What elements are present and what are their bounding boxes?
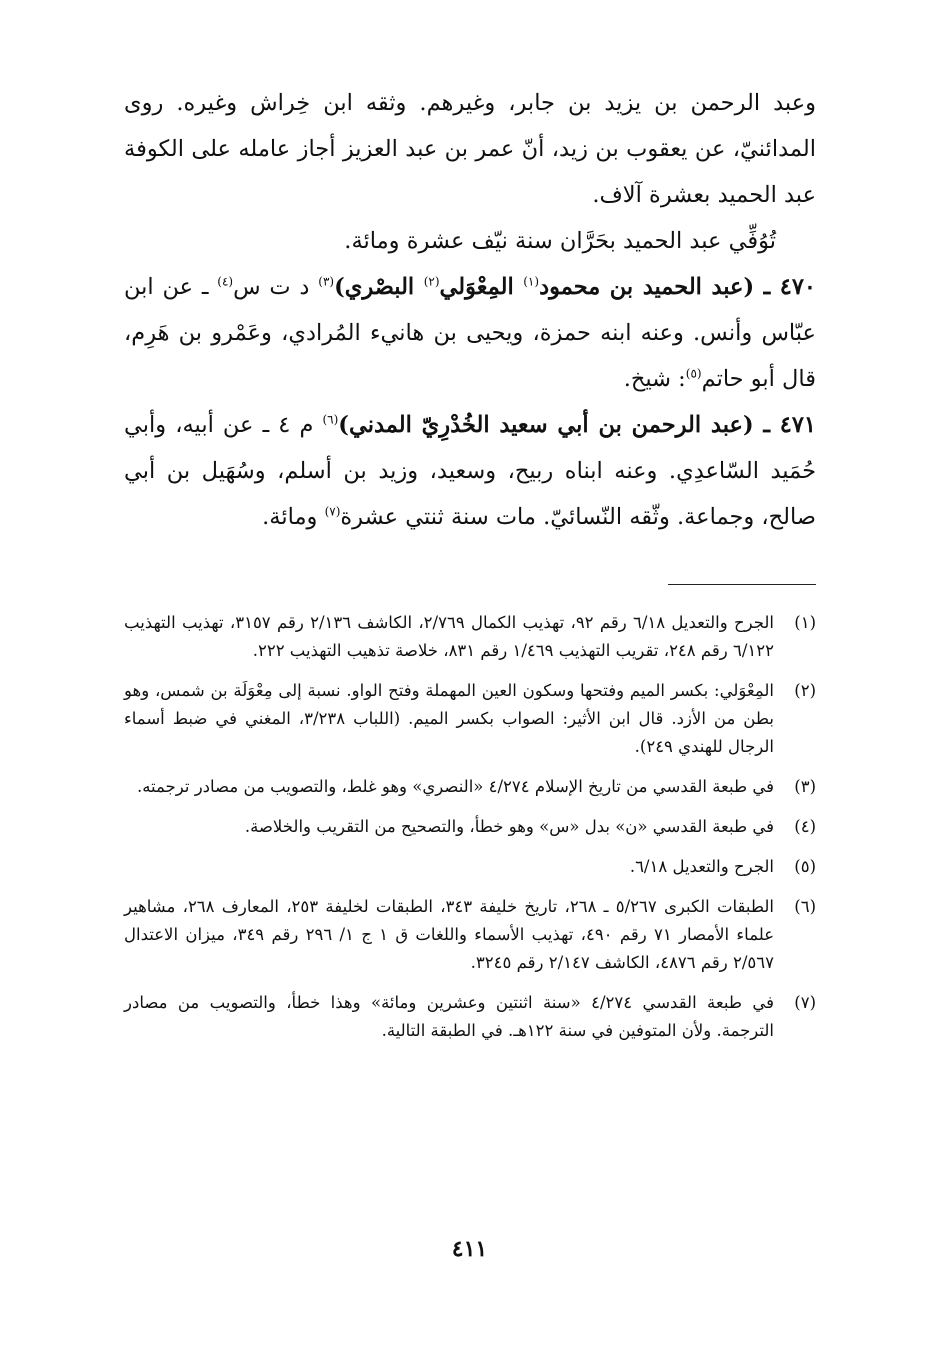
entry-471: [124, 402, 816, 540]
footnote-2: (٢) المِعْوَلي: بكسر الميم وفتحها وسكون العين المهملة وفتح الواو. نسبة إلى مِعْوَلَة بن شمس، وهو بطن من الأزد. قال ابن الأثير: الصواب بكسر الميم. (اللباب ٣/٢٣٨، المغني في ضبط أسماء الرجال للهندي ٢٤٩).: [124, 681, 816, 756]
footnote-7: (٧) في طبعة القدسي ٤/٢٧٤ «سنة اثنتين وعشرين ومائة» وهذا خطأ، والتصويب من مصادر الترجمة. ولأن المتوفين في سنة ١٢٢هـ. في الطبقة التالية.: [124, 993, 816, 1040]
entry-470-body: د ت س$^{(٤)}$ ـ عن ابن عبّاس وأنس. وعنه ابنه حمزة، ويحيى بن هانيء المُرادي، وعَمْرو بن هَرِم، قال أبو حاتم$^{(٥)}$: شيخ.: [124, 274, 816, 392]
footnote-ref[interactable]: (٦): [322, 412, 339, 427]
footnote-6: (٦) الطبقات الكبرى ٥/٢٦٧ ـ ٢٦٨، تاريخ خليفة ٣٤٣، الطبقات لخليفة ٢٥٣، المعارف ٢٦٨، مشاهير علماء الأمصار ٧١ رقم ٤٩٠، تهذيب الأسماء واللغات ق ١ ج ١/ ٢٩٦ رقم ٣٤٩، ميزان الاعتدال ٢/٥٦٧ رقم ٤٨٧٦، الكاشف ٢/١٤٧ رقم ٣٢٤٥.: [124, 897, 816, 972]
footnote-ref[interactable]: (٢): [423, 274, 440, 289]
footnote-4: (٤) في طبعة القدسي «ن» بدل «س» وهو خطأ، والتصحيح من التقريب والخلاصة.: [244, 817, 816, 836]
paragraph-continuation: وعبد الرحمن بن يزيد بن جابر، وغيرهم. وثقه ابن خِراش وغيره. روى المدائنيّ، عن يعقوب بن زيد، أنّ عمر بن عبد العزيز أجاز عامله على الكوفة عبد الحميد بعشرة آلاف.: [124, 90, 816, 208]
footnote-ref[interactable]: (٣): [318, 274, 335, 289]
footnote-3: (٣) في طبعة القدسي من تاريخ الإسلام ٤/٢٧٤ «النصري» وهو غلط، والتصويب من مصادر ترجمته.: [136, 777, 816, 796]
entry-471-heading: ٤٧١ ـ (عبد الرحمن بن أبي سعيد الخُدْرِيّ المدني)$^{(٦)}$: [322, 412, 816, 438]
footnotes: [124, 609, 816, 1045]
footnote-ref[interactable]: (٧): [324, 504, 341, 519]
footnote-ref[interactable]: (٤): [217, 274, 234, 289]
footnote-5: (٥) الجرح والتعديل ٦/١٨.: [629, 857, 816, 876]
entry-470-heading: ٤٧٠ ـ (عبد الحميد بن محمود$^{(١)}$ المِعْوَلي$^{(٢)}$ البصْري)$^{(٣)}$: [318, 274, 816, 300]
footnote-ref[interactable]: (١): [523, 274, 540, 289]
footnote-separator: [668, 584, 816, 585]
entry-470: [124, 264, 816, 402]
page-body: [124, 80, 816, 1057]
footnote-1: (١) الجرح والتعديل ٦/١٨ رقم ٩٢، تهذيب الكمال ٢/٧٦٩، الكاشف ٢/١٣٦ رقم ٣١٥٧، تهذيب التهذيب ٦/١٢٢ رقم ٢٤٨، تقريب التهذيب ١/٤٦٩ رقم ٨٣١، خلاصة تذهيب التهذيب ٢٢٢.: [124, 613, 816, 660]
entry-471-body: م ٤ ـ عن أبيه، وأبي حُمَيد السّاعدِي. وعنه ابناه ربيح، وسعيد، وزيد بن أسلم، وسُهَيل بن أبي صالح، وجماعة. وثّقه النّسائيّ. مات سنة ثنتي عشرة$^{(٧)}$ ومائة.: [124, 412, 816, 530]
footnote-ref[interactable]: (٥): [685, 366, 702, 381]
page-number: ٤١١: [451, 1236, 488, 1262]
paragraph-death-note: تُوُفِّي عبد الحميد بحَرَّان سنة نيّف عشرة ومائة.: [344, 228, 776, 254]
main-text: [124, 80, 816, 540]
